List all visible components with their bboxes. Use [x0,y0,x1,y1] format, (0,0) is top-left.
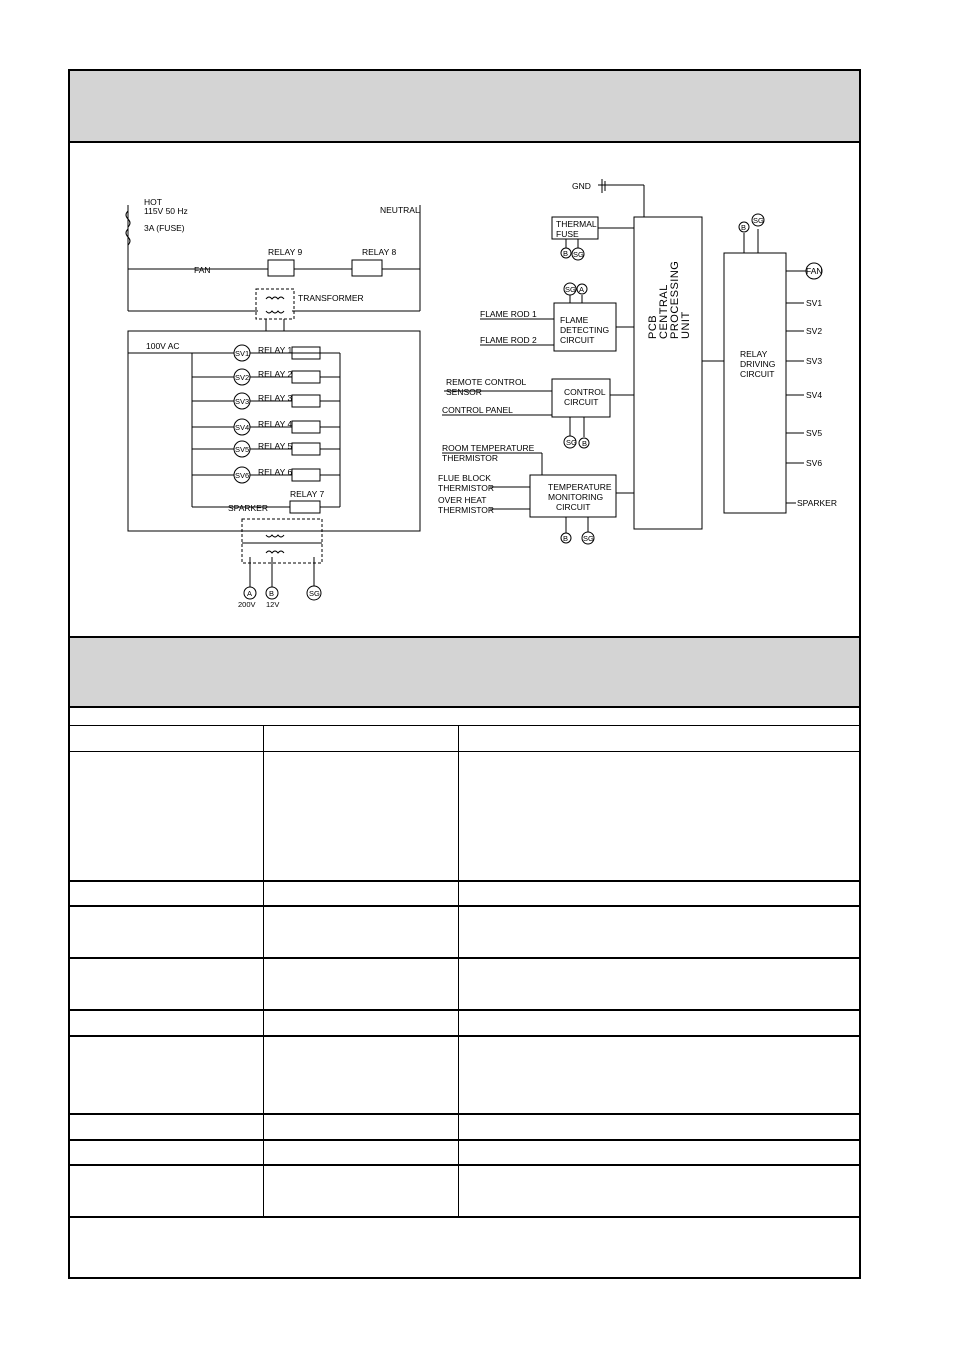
control-panel-label: CONTROL PANEL [442,405,513,415]
relay-circuit-line-1: RELAY [740,349,768,359]
remote-label-1: REMOTE CONTROL [446,377,527,387]
tf-b-label: B [563,249,569,258]
gnd-label: GND [572,181,591,191]
tap-a-label: A [247,589,253,598]
page-frame [68,69,861,1279]
cpu-line-3: PROCESSING [669,260,681,339]
tap-sg-label: SG [309,589,320,598]
sv1-label: SV1 [235,349,250,358]
overheat-label-1: OVER HEAT [438,495,487,505]
temp-circuit-line-3: CIRCUIT [556,502,591,512]
flame-circuit-line-2: DETECTING [560,325,610,335]
sv2-label: SV2 [235,373,250,382]
spec-table-header [70,636,859,708]
tap-b-label: B [269,589,275,598]
fuse-label: 3A (FUSE) [144,223,185,233]
sv4-label: SV4 [235,423,250,432]
tap-b-voltage: 12V [266,600,280,609]
thermal-fuse-label-2: FUSE [556,229,579,239]
sv5-label: SV5 [235,445,250,454]
relay5-label: RELAY 5 [258,441,293,451]
sv6-label: SV6 [235,471,250,480]
relay-circuit-line-2: DRIVING [740,359,776,369]
supply-label: 115V 50 Hz [144,206,188,216]
relay3-label: RELAY 3 [258,393,293,403]
out-sparker-label: SPARKER [797,498,837,508]
out-fan-label: FAN [806,266,823,276]
control-circuit-line-2: CIRCUIT [564,397,599,407]
relay6-label: RELAY 6 [258,467,293,477]
flame-rod-2-label: FLAME ROD 2 [480,335,537,345]
relay2-label: RELAY 2 [258,369,293,379]
relay-circuit-line-3: CIRCUIT [740,369,775,379]
flue-label-2: THERMISTOR [438,483,495,493]
relay4-label: RELAY 4 [258,419,293,429]
wiring-diagram [70,143,859,636]
fd-a-label: A [579,285,585,294]
cc-b-label: B [582,439,588,448]
sparker-label: SPARKER [228,503,268,513]
fan-label: FAN [194,265,211,275]
sv3-label: SV3 [235,397,250,406]
out-sv1-label: SV1 [806,298,823,308]
cpu-line-1: PCB [647,314,659,339]
relay7-label: RELAY 7 [290,489,325,499]
wiring-diagram-header [70,71,859,143]
remote-label-2: SENSOR [446,387,482,397]
flame-rod-1-label: FLAME ROD 1 [480,309,537,319]
relay8-label: RELAY 8 [362,247,397,257]
out-sv4-label: SV4 [806,390,823,400]
flue-label-1: FLUE BLOCK [438,473,491,483]
room-temp-label-1: ROOM TEMPERATURE [442,443,535,453]
cpu-line-2: CENTRAL [658,284,670,339]
out-sv3-label: SV3 [806,356,823,366]
cc-sg-label: SG [566,438,577,447]
hot-label: HOT [144,197,162,207]
tap-a-voltage: 200V [238,600,256,609]
temp-circuit-line-1: TEMPERATURE [548,482,612,492]
diagram-canvas [70,143,860,636]
overheat-label-2: THERMISTOR [438,505,495,515]
tm-b-label: B [563,534,569,543]
tf-sg-label: SG [573,250,584,259]
out-sv5-label: SV5 [806,428,823,438]
tm-sg-label: SG [583,534,594,543]
flame-circuit-line-1: FLAME [560,315,589,325]
relay1-label: RELAY 1 [258,345,293,355]
neutral-label: NEUTRAL [380,205,420,215]
control-circuit-line-1: CONTROL [564,387,606,397]
out-sv6-label: SV6 [806,458,823,468]
fd-sg-label: SG [565,285,576,294]
out-sv2-label: SV2 [806,326,823,336]
cpu-line-4: UNIT [680,311,692,339]
rd-b-label: B [741,223,747,232]
rd-sg-label: SG [753,216,764,225]
ac-label: 100V AC [146,341,180,351]
room-temp-label-2: THERMISTOR [442,453,499,463]
temp-circuit-line-2: MONITORING [548,492,604,502]
relay9-label: RELAY 9 [268,247,303,257]
transformer-label: TRANSFORMER [298,293,364,303]
flame-circuit-line-3: CIRCUIT [560,335,595,345]
thermal-fuse-label-1: THERMAL [556,219,597,229]
